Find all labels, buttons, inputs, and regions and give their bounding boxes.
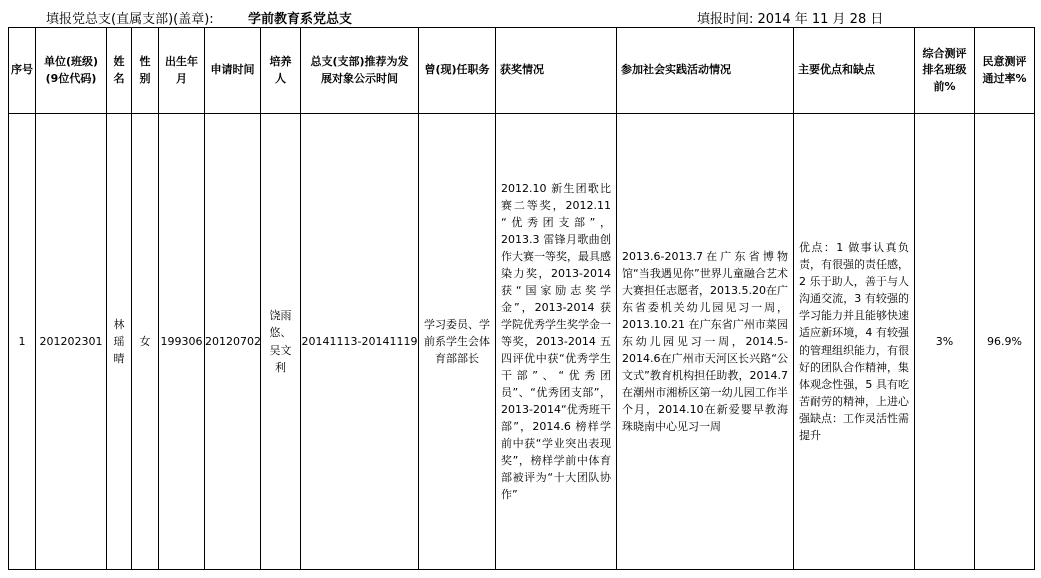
col-apply-date: 申请时间: [205, 28, 261, 114]
cell-gender: 女: [132, 114, 159, 570]
col-rank: 综合测评排名班级前%: [915, 28, 975, 114]
header-row: [9, 28, 1035, 114]
col-birth: 出生年月: [159, 28, 205, 114]
cell-positions: 学习委员、学前系学生会体育部部长: [419, 114, 496, 570]
unit-label: 填报党总支(直属支部)(盖章):: [46, 12, 214, 27]
col-unit: 单位(班级)(9位代码): [36, 28, 107, 114]
date-label: 填报时间: 2014 年 11 月 28 日: [697, 12, 884, 27]
cell-birth: 199306: [159, 114, 205, 570]
col-merits: 主要优点和缺点: [794, 28, 915, 114]
cell-awards: 2012.10 新生团歌比赛二等奖，2012.11 “优秀团支部”，2013.3 雷锋月歌曲创作大赛一等奖，最具感染力奖，2013-2014 获“国家励志奖学金”，2013-2014 获学院优秀学生奖学金一等奖，2013-2014 五四评优中获“优秀学生干部”、“优秀团员”、“优秀团支部”，2013-2014“优秀班干部”，2014.6 榜样学前中获“学业突出表现奖”，榜样学前中体育部被评为“十大团队协作”: [496, 114, 617, 570]
cell-name: 林瑶晴: [107, 114, 132, 570]
applicant-table: [8, 27, 1035, 570]
col-gender: 性别: [132, 28, 159, 114]
cell-rank: 3%: [915, 114, 975, 570]
col-positions: 曾(现)任职务: [419, 28, 496, 114]
cell-practice: 2013.6-2013.7在广东省博物馆“当我遇见你”世界儿童融合艺术大赛担任志愿者，2013.5.20在广东省委机关幼儿园见习一周，2013.10.21 在广东省广州市菜园东幼儿园见习一周，2014.5-2014.6在广州市天河区长兴路“公文式”教育机构担任助教，2014.7 在潮州市湘桥区第一幼儿园工作半个月，2014.10在新爱婴早教海珠晓南中心见习一周: [617, 114, 794, 570]
cell-merits: 优点：1 做事认真负责，有很强的责任感，2 乐于助人，善于与人沟通交流，3 有较强的学习能力并且能够快速适应新环境，4 有较强的管理组织能力，有很好的团队合作精神，集体观念性强，5 具有吃苦耐劳的精神，上进心强缺点：工作灵活性需提升: [794, 114, 915, 570]
col-publicity: 总支(支部)推荐为发展对象公示时间: [301, 28, 419, 114]
cell-apply-date: 20120702: [205, 114, 261, 570]
unit-name: 学前教育系党总支: [248, 12, 353, 27]
form-header: [0, 0, 1041, 30]
col-mentors: 培养人: [261, 28, 301, 114]
col-index: 序号: [9, 28, 36, 114]
col-name: 姓名: [107, 28, 132, 114]
cell-index: 1: [9, 114, 36, 570]
col-approval: 民意测评通过率%: [975, 28, 1035, 114]
col-practice: 参加社会实践活动情况: [617, 28, 794, 114]
table-row: [9, 114, 1035, 570]
cell-unit: 201202301: [36, 114, 107, 570]
cell-mentors: 饶雨悠、吴文利: [261, 114, 301, 570]
col-awards: 获奖情况: [496, 28, 617, 114]
cell-publicity: 20141113-20141119: [301, 114, 419, 570]
cell-approval: 96.9%: [975, 114, 1035, 570]
